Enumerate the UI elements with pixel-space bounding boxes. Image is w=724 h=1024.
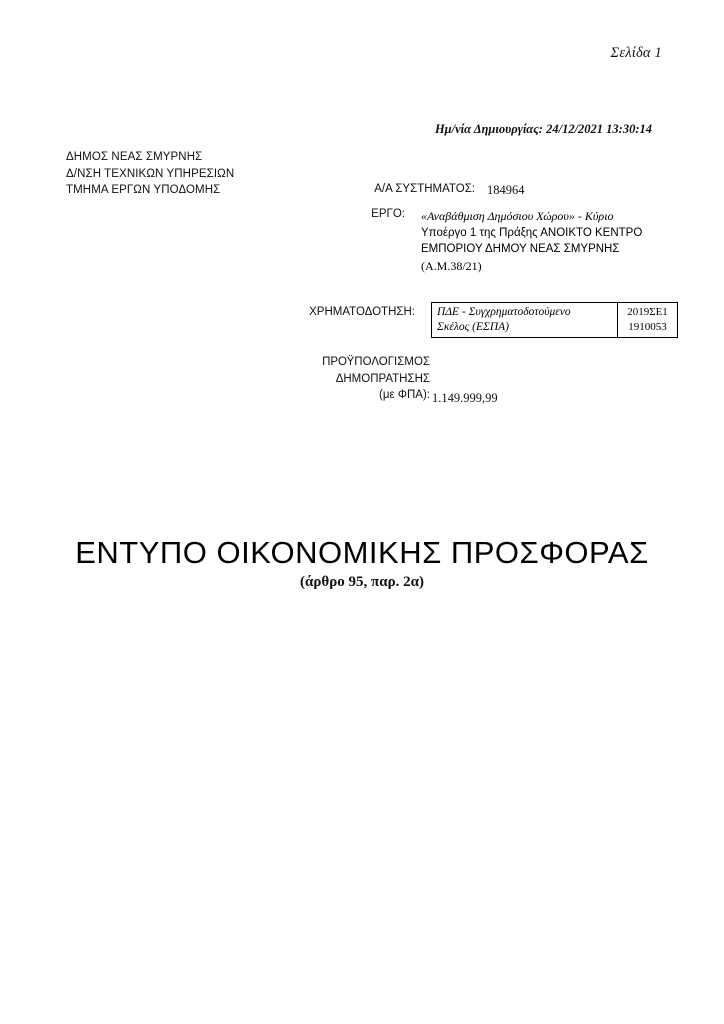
project-line-1: «Αναβάθμιση Δημόσιου Χώρου» - Κύριο xyxy=(421,209,614,223)
system-number-value: 184964 xyxy=(487,183,525,197)
project-value xyxy=(421,208,661,274)
creation-date xyxy=(435,122,652,137)
financing-description xyxy=(432,303,617,337)
project-line-4: (Α.Μ.38/21) xyxy=(421,258,482,273)
page-subtitle: (άρθρο 95, παρ. 2α) xyxy=(300,574,424,590)
authority-line-3: ΤΜΗΜΑ ΕΡΓΩΝ ΥΠΟΔΟΜΗΣ xyxy=(66,184,221,196)
financing-desc-line-2: Σκέλος (ΕΣΠΑ) xyxy=(437,321,510,333)
financing-label: ΧΡΗΜΑΤΟΔΟΤΗΣΗ: xyxy=(309,306,415,318)
budget-label-block xyxy=(230,354,430,404)
page-number: Σελίδα 1 xyxy=(610,45,662,61)
financing-code-line-2: 1910053 xyxy=(628,321,667,333)
authority-block xyxy=(66,149,234,199)
project-row xyxy=(300,208,661,274)
authority-line-2: Δ/ΝΣΗ ΤΕΧΝΙΚΩΝ ΥΠΗΡΕΣΙΩΝ xyxy=(66,167,235,180)
budget-label-line-3: (με ΦΠΑ): xyxy=(379,389,430,401)
project-label: ΕΡΓΟ: xyxy=(371,208,405,220)
budget-label-line-1: ΠΡΟΫΠΟΛΟΓΙΣΜΟΣ xyxy=(322,356,430,368)
authority-line-1: ΔΗΜΟΣ ΝΕΑΣ ΣΜΥΡΝΗΣ xyxy=(66,151,203,163)
page-title: ΕΝΤΥΠΟ ΟΙΚΟΝΟΜΙΚΗΣ ΠΡΟΣΦΟΡΑΣ xyxy=(75,535,649,570)
financing-desc-line-1: ΠΔΕ - Συγχρηματοδοτούμενο xyxy=(437,306,571,318)
financing-code xyxy=(617,303,677,337)
creation-date-value: 24/12/2021 13:30:14 xyxy=(546,122,652,136)
system-number-row xyxy=(300,183,525,198)
budget-label-line-2: ΔΗΜΟΠΡΑΤΗΣΗΣ xyxy=(335,372,430,385)
financing-row xyxy=(230,302,678,338)
project-line-3: ΕΜΠΟΡΙΟΥ ΔΗΜΟΥ ΝΕΑΣ ΣΜΥΡΝΗΣ xyxy=(421,243,620,255)
financing-box xyxy=(431,302,678,338)
creation-date-label: Ημ/νία Δημιουργίας: xyxy=(434,122,543,136)
project-line-2: Υποέργο 1 της Πράξης ΑΝΟΙΚΤΟ ΚΕΝΤΡΟ xyxy=(421,226,643,239)
system-number-label: Α/Α ΣΥΣΤΗΜΑΤΟΣ: xyxy=(374,183,475,195)
budget-value: 1.149.999,99 xyxy=(432,391,498,405)
financing-code-line-1: 2019ΣΕ1 xyxy=(627,306,668,318)
